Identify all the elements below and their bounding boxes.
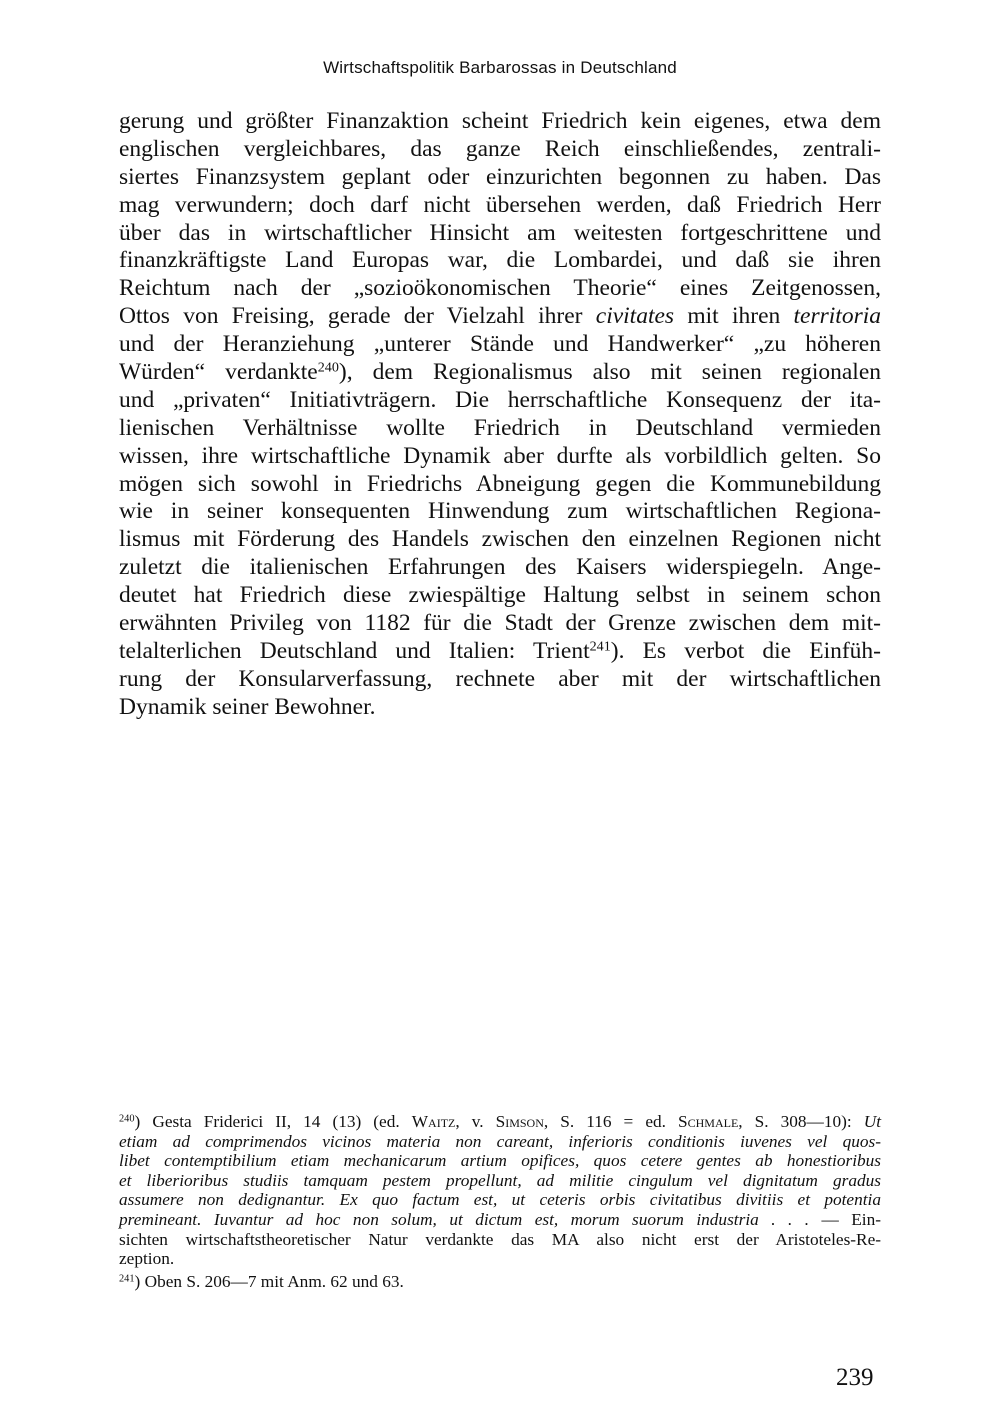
text-line: mögen sich sowohl in Friedrichs Abneigung gegen die Kommunebildung	[119, 470, 881, 497]
italic-term: territoria	[793, 303, 882, 330]
text-line: wissen, ihre wirtschaftliche Dynamik aber durfte als vorbildlich gelten. So	[119, 442, 881, 469]
text-segment: ), dem Regionalismus also mit seinen regionalen	[338, 359, 881, 386]
text-segment: — Ein-	[809, 1209, 881, 1229]
text-line: Reichtum nach der „sozioökonomischen Theorie“ eines Zeitgenossen,	[119, 275, 881, 302]
footnote-line: zeption.	[119, 1249, 175, 1269]
text-segment: telalterlichen Deutschland und Italien: Trient	[119, 637, 590, 664]
editor-name: Waitz	[411, 1112, 456, 1131]
text-line: mag verwundern; doch darf nicht übersehen werden, daß Friedrich Herr	[119, 191, 881, 218]
latin-quote-line: assumere non dedignantur. Ex quo factum est, ut ceteris orbis civitatibus divitiis et potentia	[119, 1190, 881, 1210]
italic-term: civitates	[595, 303, 675, 330]
text-segment: Ottos von Freising, gerade der Vielzahl ihrer	[119, 303, 596, 330]
text-segment: , S. 116 = ed.	[543, 1112, 679, 1131]
text-line: deutet hat Friedrich diese zwiespältige Haltung selbst in seinem schon	[119, 582, 881, 609]
footnote-reference: 240	[317, 359, 339, 376]
body-text	[119, 108, 881, 722]
editor-name: Schmale	[678, 1112, 739, 1131]
text-line: erwähnten Privileg von 1182 für die Stadt der Grenze zwischen dem mit-	[119, 610, 881, 637]
footnote-number: 241	[119, 1273, 135, 1285]
text-segment: mit ihren	[674, 303, 794, 330]
latin-quote-line: libet contemptibilium etiam mechanicarum artium opifices, quos cetere gentes ab honestioribus	[119, 1151, 881, 1171]
latin-quote-line: et liberioribus studiis tamquam pestem propellunt, ad militie cingulum vel dignitatum gradus	[119, 1170, 881, 1190]
footnote-number: 240	[119, 1113, 135, 1125]
text-line: über das in wirtschaftlicher Hinsicht am weitesten fortgeschrittene und	[119, 219, 881, 246]
text-line: lienischen Verhältnisse wollte Friedrich in Deutschland vermieden	[119, 414, 881, 441]
text-line: gerung und größter Finanzaktion scheint Friedrich kein eigenes, etwa dem	[119, 108, 881, 134]
text-line: finanzkräftigste Land Europas war, die Lombardei, und daß sie ihren	[119, 247, 881, 274]
footnote-reference: 241	[589, 638, 611, 655]
text-segment: ) Gesta Friderici II, 14 (13) (ed.	[134, 1112, 412, 1131]
footnote-line	[119, 1272, 881, 1292]
text-line: lismus mit Förderung des Handels zwischen den einzelnen Regionen nicht	[119, 526, 881, 553]
text-segment: ) Oben S. 206—7 mit Anm. 62 und 63.	[134, 1271, 404, 1291]
text-line	[119, 638, 881, 666]
text-line: zuletzt die italienischen Erfahrungen des Kaisers widerspiegeln. Ange-	[119, 554, 881, 581]
footnote-240	[119, 1112, 881, 1269]
latin-quote-line: etiam ad comprimendos vicinos materia non careant, inferioris conditionis iuvenes vel quos-	[119, 1131, 881, 1151]
text-line: rung der Konsularverfassung, rechnete aber mit der wirtschaftlichen	[119, 665, 881, 692]
text-line: wie in seiner konsequenten Hinwendung zum wirtschaftlichen Regiona-	[119, 498, 881, 525]
footnote-241	[119, 1272, 881, 1292]
text-line: Dynamik seiner Bewohner.	[119, 693, 376, 720]
text-segment: , v.	[455, 1112, 496, 1131]
text-line	[119, 359, 881, 387]
text-line: englischen vergleichbares, das ganze Reich einschließendes, zentrali-	[119, 135, 881, 162]
editor-name: Simson	[495, 1112, 544, 1131]
text-line: siertes Finanzsystem geplant oder einzurichten begonnen zu haben. Das	[119, 163, 881, 190]
text-segment: , S. 308—10):	[738, 1112, 864, 1131]
text-line	[119, 303, 881, 331]
text-segment: ). Es verbot die Einfüh-	[610, 637, 881, 664]
text-segment: Würden“ verdankte	[119, 359, 318, 386]
text-line: und „privaten“ Initiativträgern. Die herrschaftliche Konsequenz der ita-	[119, 386, 881, 413]
running-head: Wirtschaftspolitik Barbarossas in Deutschland	[323, 58, 677, 77]
latin-quote: premineant. Iuvantur ad hoc non solum, ut dictum est, morum suorum industria . . .	[119, 1209, 810, 1229]
text-line: und der Heranziehung „unterer Stände und Handwerker“ „zu höheren	[119, 331, 881, 358]
footnote-line	[119, 1210, 881, 1230]
latin-quote: Ut	[863, 1112, 881, 1131]
footnote-line	[119, 1112, 881, 1132]
footnote-line: sichten wirtschaftstheoretischer Natur verdankte das MA also nicht erst der Aristoteles-Re-	[119, 1229, 881, 1249]
page-number: 239	[836, 1364, 874, 1391]
footnotes	[119, 1112, 881, 1291]
